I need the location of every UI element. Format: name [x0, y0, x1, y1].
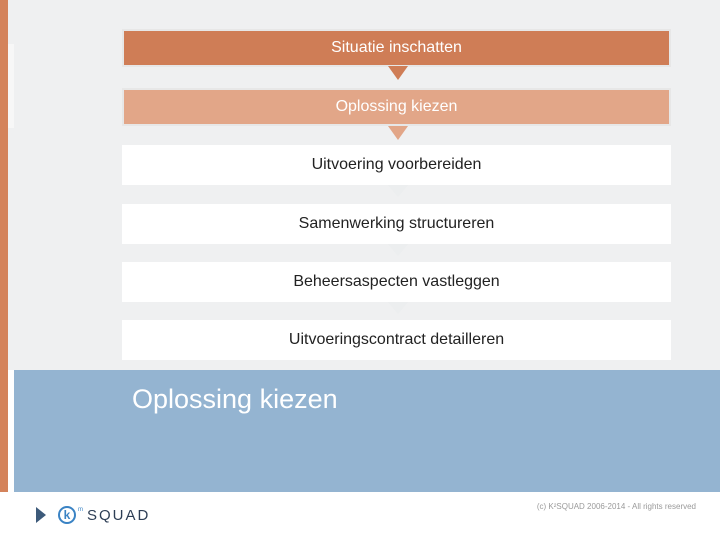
arrow-down-icon [388, 302, 408, 314]
step-oplossing-kiezen: Oplossing kiezen [122, 88, 671, 126]
logo-superscript: m [78, 507, 83, 513]
step-uitvoeringscontract-detailleren: Uitvoeringscontract detailleren [122, 320, 671, 360]
arrow-down-icon [388, 126, 408, 140]
step-uitvoering-voorbereiden: Uitvoering voorbereiden [122, 145, 671, 185]
section-title: Oplossing kiezen [132, 384, 338, 414]
step-beheersaspecten-vastleggen: Beheersaspecten vastleggen [122, 262, 671, 302]
step-situatie-inschatten: Situatie inschatten [122, 29, 671, 67]
arrow-down-icon [388, 66, 408, 80]
logo-icon: k [58, 506, 76, 524]
logo [58, 504, 150, 526]
play-icon [36, 507, 46, 523]
copyright-text: (c) K²SQUAD 2006-2014 - All rights reserved [536, 502, 696, 511]
accent-bar [0, 0, 8, 492]
arrow-down-icon [388, 244, 408, 256]
accent-bar-light [8, 44, 14, 128]
step-samenwerking-structureren: Samenwerking structureren [122, 204, 671, 244]
arrow-down-icon [388, 185, 408, 197]
logo-text: SQUAD [87, 506, 151, 524]
title-band [14, 370, 720, 492]
